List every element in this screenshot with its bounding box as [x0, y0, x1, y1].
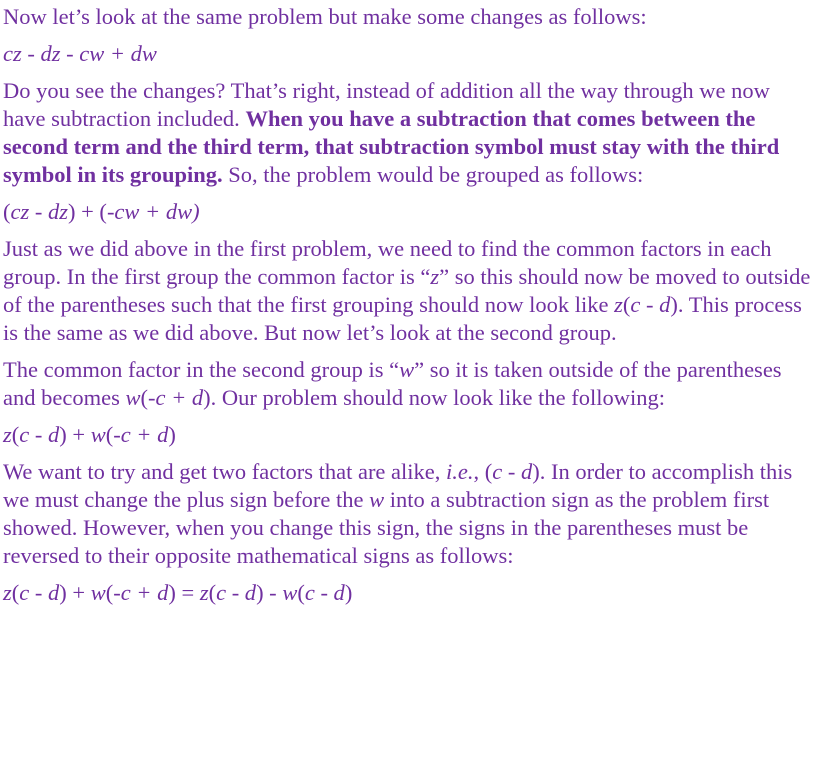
operator: ) +	[59, 580, 91, 605]
first-group-paragraph	[3, 235, 816, 347]
var-w: w	[90, 580, 106, 605]
factor-expression: c - d	[19, 580, 60, 605]
text-run: into a subtraction sign as the problem first showed. However, when you change this sign, the signs in the parentheses must be reversed to their opposite mathematical signs as follows:	[3, 487, 770, 568]
changes-text: Do you see the changes? That’s right, instead of addition all the way through we now have subtraction included.	[3, 78, 770, 131]
factor-expression: c - d	[216, 580, 257, 605]
text-run: ). Our problem should now look like the following:	[203, 385, 665, 410]
text-run: We want to try and get two factors that are alike,	[3, 459, 447, 484]
factor-expression: c - d	[492, 459, 533, 484]
var-w: w	[369, 487, 385, 512]
factor-expression: -c + d	[113, 580, 169, 605]
factor-expression: c - d	[19, 422, 60, 447]
var-z: z	[3, 422, 12, 447]
text-run: Just as we did above in the first problem, we need to find the common factors in each group. In the first group the common factor is “	[3, 236, 772, 289]
expression-text: cz - dz - cw + dw	[3, 41, 157, 66]
operator: ) -	[256, 580, 283, 605]
rule-emphasis: When you have a subtraction that comes between the second term and the third term, that subtraction symbol must stay with the third symbol in its grouping.	[3, 106, 780, 187]
paren: (	[11, 580, 20, 605]
factor-expression: c - d	[630, 292, 671, 317]
intro-paragraph: Now let’s look at the same problem but make some changes as follows:	[3, 4, 647, 29]
var-w: w	[399, 357, 415, 382]
grouped-expression	[3, 198, 816, 226]
var-z: z	[3, 580, 12, 605]
factor-expression: c - d	[304, 580, 345, 605]
paren: (	[140, 385, 148, 410]
text-run: , (	[473, 459, 493, 484]
operator: ) =	[168, 580, 200, 605]
paren: )	[168, 422, 176, 447]
paren: (	[622, 292, 631, 317]
paren: (	[105, 422, 114, 447]
group-two: -cw + dw)	[106, 199, 200, 224]
var-z: z	[430, 264, 440, 289]
changes-paragraph	[3, 77, 816, 189]
paren: (	[208, 580, 217, 605]
text-run: ). In order to accomplish this we must change the plus sign before the	[3, 459, 793, 512]
sign-change-paragraph	[3, 458, 816, 570]
original-expression	[3, 40, 816, 68]
text-run: ). This process is the same as we did above. But now let’s look at the second group.	[3, 292, 802, 345]
var-w: w	[125, 385, 141, 410]
var-w: w	[90, 422, 106, 447]
grouping-text: So, the problem would be grouped as follows:	[222, 162, 644, 187]
paren: (	[105, 580, 114, 605]
ie-abbrev: i.e.	[446, 459, 474, 484]
group-one: cz - dz	[10, 199, 68, 224]
final-expression	[3, 579, 816, 607]
paren: (	[297, 580, 305, 605]
text-run: ” so this should now be moved to outside of the parentheses such that the first grouping should now look like	[3, 264, 811, 317]
paren: (	[3, 199, 11, 224]
operator: ) +	[59, 422, 91, 447]
text-run: ” so it is taken outside of the parentheses and becomes	[3, 357, 782, 410]
operator: ) + (	[68, 199, 107, 224]
factor-expression: -c + d	[113, 422, 169, 447]
var-w: w	[282, 580, 298, 605]
factored-expression	[3, 421, 816, 449]
second-group-paragraph	[3, 356, 816, 412]
var-z: z	[199, 580, 209, 605]
paren: )	[344, 580, 353, 605]
paren: (	[11, 422, 20, 447]
var-z: z	[614, 292, 623, 317]
factor-expression: -c + d	[147, 385, 204, 410]
text-run: The common factor in the second group is “	[3, 357, 400, 382]
